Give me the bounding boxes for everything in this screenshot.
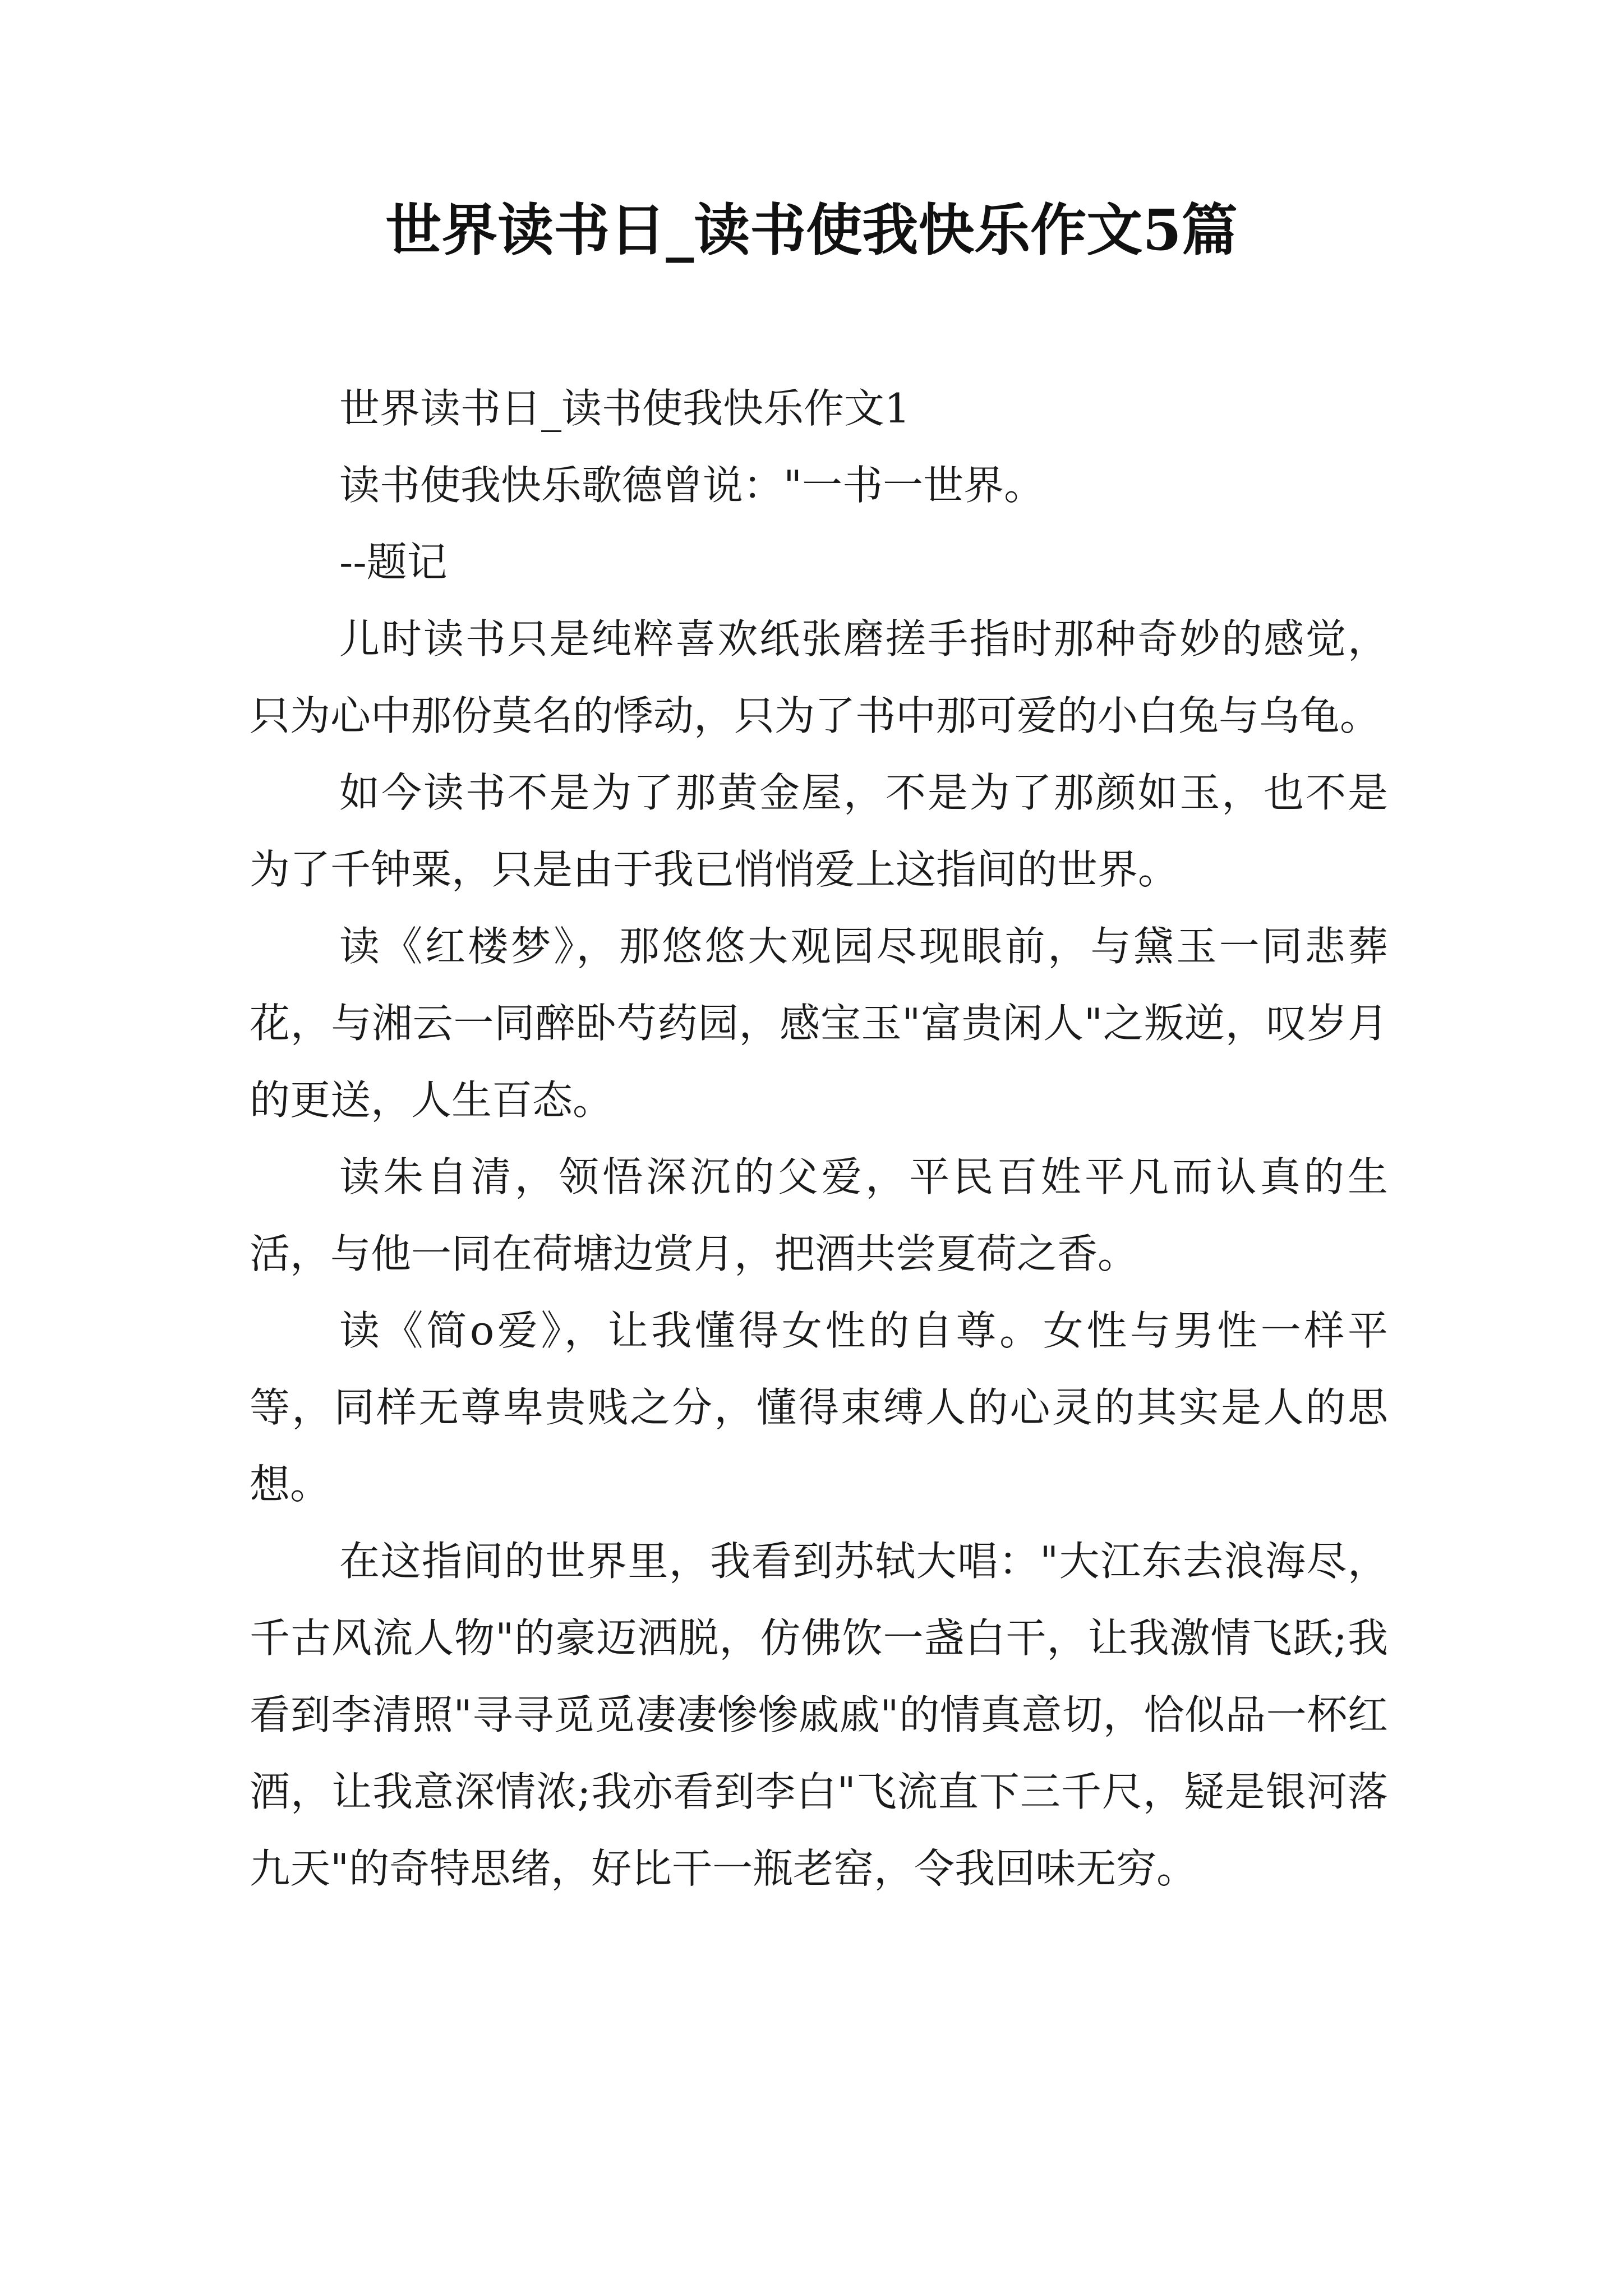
paragraph-8: 读《简ο爱》，让我懂得女性的自尊。女性与男性一样平等，同样无尊卑贵贱之分，懂得束缚人的心灵的其实是人的思想。 bbox=[250, 1307, 1388, 1508]
paragraph-9: 在这指间的世界里，我看到苏轼大唱："大江东去浪海尽，千古风流人物"的豪迈洒脱，仿佛饮一盏白干，让我激情飞跃;我看到李清照"寻寻觅觅凄凄惨惨戚戚"的情真意切，恰似品一杯红酒，让我意深情浓;我亦看到李白"飞流直下三千尺，疑是银河落九天"的奇特思绪，好比干一瓶老窑，令我回味无穷。 bbox=[250, 1538, 1388, 1892]
paragraph-3: --题记 bbox=[339, 539, 448, 586]
document-title: 世界读书日_读书使我快乐作文5篇 bbox=[385, 197, 1238, 263]
paragraph-4: 儿时读书只是纯粹喜欢纸张磨搓手指时那种奇妙的感觉，只为心中那份莫名的悸动，只为了书中那可爱的小白兔与乌龟。 bbox=[250, 615, 1388, 739]
document-body bbox=[250, 370, 1388, 1907]
paragraph-5: 如今读书不是为了那黄金屋，不是为了那颜如玉，也不是为了千钟粟，只是由于我已悄悄爱上这指间的世界。 bbox=[250, 769, 1388, 893]
paragraph-7: 读朱自清，领悟深沉的父爱，平民百姓平凡而认真的生活，与他一同在荷塘边赏月，把酒共尝夏荷之香。 bbox=[250, 1153, 1388, 1277]
paragraph-1: 世界读书日_读书使我快乐作文1 bbox=[339, 385, 910, 432]
paragraph-2: 读书使我快乐歌德曾说："一书一世界。 bbox=[339, 462, 1045, 509]
paragraph-6: 读《红楼梦》，那悠悠大观园尽现眼前，与黛玉一同悲葬花，与湘云一同醉卧芍药园，感宝玉"富贵闲人"之叛逆，叹岁月的更送，人生百态。 bbox=[250, 923, 1388, 1124]
